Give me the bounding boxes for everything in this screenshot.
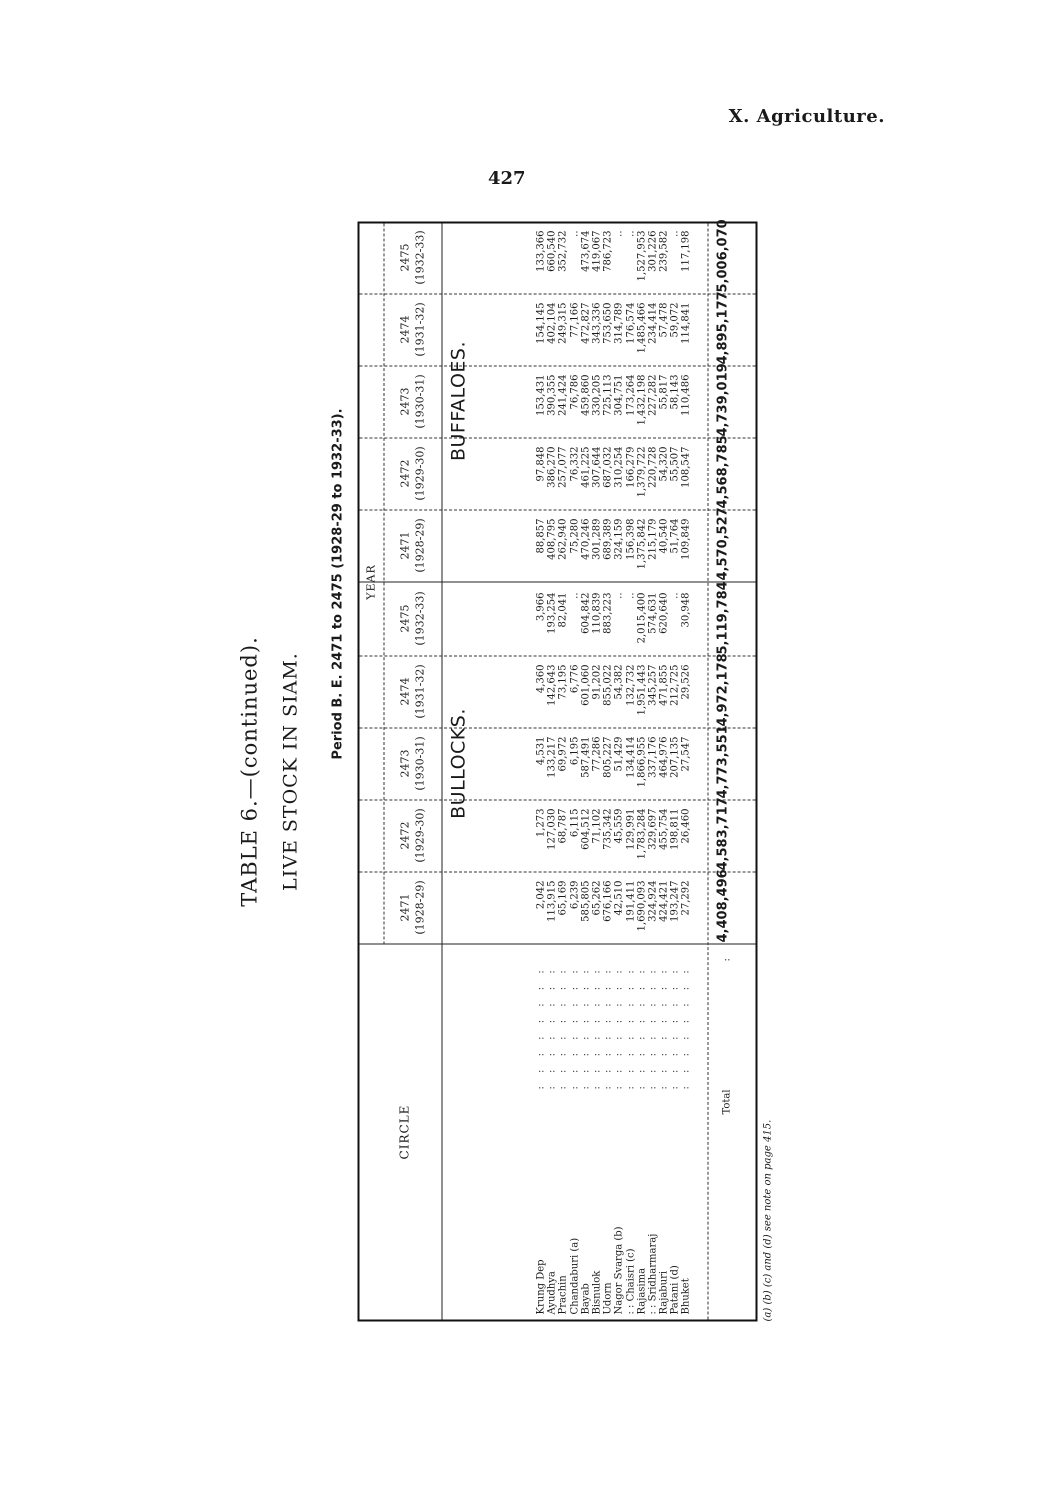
table-cell: 725,113 (602, 374, 614, 416)
leader-dots: : : : : : : : : (591, 965, 603, 1090)
leader-dots: : : : : : : : : (557, 965, 569, 1090)
table-cell: .. (569, 230, 581, 237)
buffaloes-total-0: 4,570,527 (715, 507, 731, 581)
table-cell: 241,424 (557, 374, 569, 416)
table-cell: 51,429 (613, 736, 625, 772)
table-cell: 198,811 (669, 808, 681, 850)
table-cell: 330,205 (591, 374, 603, 416)
year-be: 2474 (398, 315, 412, 344)
year-header-bullocks-2473 (386, 729, 440, 799)
table-cell: 301,289 (591, 518, 603, 560)
table-cell: 1,375,842 (636, 518, 648, 570)
table-cell: 97,848 (535, 446, 547, 482)
table-cell: 59,072 (669, 302, 681, 338)
circle-name: Krung Dep (535, 1259, 547, 1315)
table-cell: 604,842 (580, 592, 592, 634)
leader-dots: : : : : : : : : (613, 965, 625, 1090)
table-cell: .. (625, 592, 636, 599)
table-cell: 29,526 (680, 664, 692, 700)
table-cell: 40,540 (658, 518, 670, 554)
table-cell: 689,389 (602, 518, 614, 560)
table-cell: 314,789 (613, 302, 625, 344)
table-cell: 114,841 (680, 302, 692, 344)
table-cell: 193,254 (546, 592, 558, 634)
circle-name: Bisnulok (591, 1270, 603, 1315)
year-be: 2475 (398, 243, 412, 272)
page-number: 427 (488, 168, 526, 189)
table-cell: 473,674 (580, 230, 592, 272)
circle-name: Rajasima (636, 1267, 648, 1315)
table-cell: 257,077 (557, 446, 569, 488)
year-be: 2475 (398, 604, 412, 633)
circle-row (536, 945, 547, 1315)
table-cell: 54,320 (658, 446, 670, 482)
year-header-buffaloes-2471 (386, 511, 440, 581)
table-cell: 58,143 (669, 374, 681, 410)
table-cell: 65,169 (557, 880, 569, 916)
total-rule (708, 224, 709, 1320)
table-cell: 459,860 (580, 374, 592, 416)
table-cell: 173,264 (625, 374, 636, 416)
bullocks-group-label: BULLOCKS. (447, 708, 470, 819)
circle-name: Udorn (602, 1282, 614, 1315)
year-be: 2471 (398, 893, 412, 922)
table-cell: 249,315 (557, 302, 569, 344)
table-cell: .. (569, 592, 581, 599)
table-cell: 585,805 (580, 880, 592, 922)
table-cell: 108,547 (680, 446, 692, 488)
year-ad: (1932-33) (413, 230, 427, 285)
table-cell: 156,398 (625, 518, 636, 560)
bullocks-column-0 (536, 881, 693, 943)
leader-dots: : : : : : : : : (535, 965, 547, 1090)
table-cell: 73,195 (557, 664, 569, 700)
circle-name: Chandaburi (a) (569, 1237, 581, 1315)
leader-dots: : : : : : : : : (669, 965, 681, 1090)
buffaloes-group-label: BUFFALOES. (447, 340, 470, 462)
table-cell: 227,282 (647, 374, 659, 416)
year-ad: (1931-32) (413, 664, 427, 719)
circle-row (670, 945, 681, 1315)
table-cell: 408,795 (546, 518, 558, 560)
table-cell: 1,432,198 (636, 374, 648, 426)
table-cell: 55,817 (658, 374, 670, 410)
table-cell: 76,786 (569, 374, 581, 410)
table-cell: 1,379,722 (636, 446, 648, 498)
table-cell: 110,839 (591, 592, 603, 634)
period-caption: Period B. E. 2471 to 2475 (1928-29 to 1932-33). (330, 408, 346, 760)
table-cell: 88,857 (535, 518, 547, 554)
leader-dots: : : : : : : : : (636, 965, 648, 1090)
table-cell: 307,644 (591, 446, 603, 488)
leader-dots: : : : : : : : : (680, 965, 692, 1090)
table-cell: 390,355 (546, 374, 558, 416)
table-cell: 176,574 (625, 302, 636, 344)
header-rule (442, 224, 443, 1320)
table-cell: 1,527,953 (636, 230, 648, 282)
table-cell: 215,179 (647, 518, 659, 560)
bullocks-total-1: 4,583,717 (715, 797, 731, 871)
footnote: (a) (b) (c) and (d) see note on page 415. (762, 1119, 774, 1322)
table-cell: 301,226 (647, 230, 659, 272)
table-cell: 77,166 (569, 302, 581, 338)
table-cell: 471,855 (658, 664, 670, 706)
table-cell: 77,286 (591, 736, 603, 772)
year-ad: (1931-32) (413, 302, 427, 357)
table-cell: 109,849 (680, 518, 692, 560)
table-cell: 133,217 (546, 736, 558, 778)
table-cell: 2,042 (535, 880, 547, 910)
table-cell: 455,754 (658, 808, 670, 850)
table-cell: 310,254 (613, 446, 625, 488)
table-cell: 329,697 (647, 808, 659, 850)
buffaloes-column-2 (536, 375, 693, 437)
year-ad: (1928-29) (413, 880, 427, 935)
circle-row (659, 945, 670, 1315)
table-cell: 352,732 (557, 230, 569, 272)
table-cell: 26,460 (680, 808, 692, 844)
bullocks-column-3 (536, 665, 693, 727)
table-cell: 402,104 (546, 302, 558, 344)
table-cell: 117,198 (680, 230, 692, 272)
year-ad: (1929-30) (413, 446, 427, 501)
table-cell: 6,115 (569, 808, 581, 838)
year-be: 2471 (398, 531, 412, 560)
year-header-bullocks-2471 (386, 873, 440, 943)
table-cell: 76,332 (569, 446, 581, 482)
circle-name: Bhuket (680, 1278, 692, 1315)
table-cell: 472,827 (580, 302, 592, 344)
table-cell: 166,279 (625, 446, 636, 488)
circle-name: Nagor Svarga (b) (613, 1226, 625, 1315)
table-cell: 1,783,284 (636, 808, 648, 860)
table-cell: 27,547 (680, 736, 692, 772)
table-cell: 42,510 (613, 880, 625, 916)
table-cell: 424,421 (658, 880, 670, 922)
table-cell: 82,041 (557, 592, 569, 628)
buffaloes-column-4 (536, 231, 693, 293)
table-cell: 419,067 (591, 230, 603, 272)
year-header-bullocks-2475 (386, 583, 440, 655)
table-cell: .. (613, 592, 625, 599)
table-cell: 337,176 (647, 736, 659, 778)
table-cell: 134,414 (625, 736, 636, 778)
table-cell: 620,640 (658, 592, 670, 634)
year-header-buffaloes-2473 (386, 367, 440, 437)
table-cell: 153,431 (535, 374, 547, 416)
buffaloes-total-2: 4,739,019 (715, 363, 731, 437)
year-ad: (1932-33) (413, 591, 427, 646)
table-cell: 220,728 (647, 446, 659, 488)
table-cell: .. (669, 230, 681, 237)
year-be: 2473 (398, 749, 412, 778)
circle-row (558, 945, 569, 1315)
table-cell: 142,643 (546, 664, 558, 706)
circle-row (681, 945, 692, 1315)
table-cell: 6,195 (569, 736, 581, 766)
table-cell: 1,951,443 (636, 664, 648, 716)
year-header-bullocks-2472 (386, 801, 440, 871)
section-header: X. Agriculture. (728, 106, 885, 127)
circle-name: Prachin (557, 1275, 569, 1315)
year-header-buffaloes-2474 (386, 295, 440, 365)
circle-header: CIRCLE (397, 1104, 412, 1160)
bullocks-total-2: 4,773,551 (715, 725, 731, 799)
year-ad: (1929-30) (413, 808, 427, 863)
year-header-buffaloes-2475 (386, 223, 440, 293)
table-title: TABLE 6.—(continued). (237, 636, 262, 907)
circle-name: Bayab (580, 1283, 592, 1315)
leader-dots: : : : : : : : : (658, 965, 670, 1090)
circle-row (603, 945, 614, 1315)
table-cell: 461,225 (580, 446, 592, 488)
table-cell: 212,725 (669, 664, 681, 706)
year-be: 2472 (398, 459, 412, 488)
table-cell: 587,491 (580, 736, 592, 778)
table-cell: 127,030 (546, 808, 558, 850)
table-cell: 343,336 (591, 302, 603, 344)
table-cell: 1,485,466 (636, 302, 648, 354)
table-cell: 133,366 (535, 230, 547, 272)
table-cell: 55,507 (669, 446, 681, 482)
circle-row (614, 945, 625, 1315)
table-cell: 45,559 (613, 808, 625, 844)
year-header: YEAR (364, 564, 378, 600)
table-cell: 69,972 (557, 736, 569, 772)
table-cell: 574,631 (647, 592, 659, 634)
table-cell: 71,102 (591, 808, 603, 844)
leader-dots: : : : : : : : : (580, 965, 592, 1090)
table-cell: 3,966 (535, 592, 547, 622)
year-header-bullocks-2474 (386, 657, 440, 727)
table-cell: 51,764 (669, 518, 681, 554)
circle-row (636, 945, 647, 1315)
table-cell: 6,239 (569, 880, 581, 910)
table-cell: 65,262 (591, 880, 603, 916)
table-cell: .. (669, 592, 681, 599)
bullocks-total-3: 4,972,178 (715, 653, 731, 727)
table-cell: 4,531 (535, 736, 547, 766)
table-cell: 735,342 (602, 808, 614, 850)
table-cell: 883,223 (602, 592, 614, 634)
table-cell: 113,915 (546, 880, 558, 922)
rotated-table-block (237, 219, 774, 1322)
table-cell: 2,015,400 (636, 592, 648, 644)
table-cell: 470,246 (580, 518, 592, 560)
year-ad: (1930-31) (413, 374, 427, 429)
leader-dots: : : : : : : : : (625, 965, 636, 1090)
table-cell: 1,690,093 (636, 880, 648, 932)
circle-row (569, 945, 580, 1315)
table-cell: 855,022 (602, 664, 614, 706)
table-cell: 27,292 (680, 880, 692, 916)
bullocks-total-4: 5,119,784 (715, 581, 731, 655)
circle-row (591, 945, 602, 1315)
buffaloes-total-1: 4,568,785 (715, 435, 731, 509)
buffaloes-column-3 (536, 303, 693, 365)
table-cell: 234,414 (647, 302, 659, 344)
table-cell: 604,512 (580, 808, 592, 850)
table-cell: 753,650 (602, 302, 614, 344)
buffaloes-column-1 (536, 447, 693, 509)
table-cell: 30,948 (680, 592, 692, 628)
table-cell: 4,360 (535, 664, 547, 694)
table-cell: 324,924 (647, 880, 659, 922)
circle-name: Rajaburi (658, 1270, 670, 1315)
table-cell: 324,159 (613, 518, 625, 560)
circle-name: : : Sridharmaraj (647, 1233, 659, 1315)
table-cell: 57,478 (658, 302, 670, 338)
table-cell: 676,166 (602, 880, 614, 922)
year-be: 2473 (398, 387, 412, 416)
leader-dots: : : : : : : : : (546, 965, 558, 1090)
table-cell: .. (625, 230, 636, 237)
year-ad: (1928-29) (413, 518, 427, 573)
circle-name: : : Chaisri (c) (625, 1248, 636, 1315)
table-cell: .. (613, 230, 625, 237)
table-cell: 75,280 (569, 518, 581, 554)
table-cell: 464,976 (658, 736, 670, 778)
circle-row (625, 945, 636, 1315)
year-be: 2472 (398, 821, 412, 850)
bullocks-total-0: 4,408,496 (715, 869, 731, 943)
livestock-table (358, 219, 758, 1322)
year-header-buffaloes-2472 (386, 439, 440, 509)
table-cell: 1,273 (535, 808, 547, 838)
circle-list (536, 945, 693, 1315)
circle-row (547, 945, 558, 1315)
table-cell: 345,257 (647, 664, 659, 706)
table-cell: 110,486 (680, 374, 692, 416)
table-cell: 54,382 (613, 664, 625, 700)
leader-dots: : : : : : : : : (569, 965, 581, 1090)
table-cell: 386,270 (546, 446, 558, 488)
table-cell: 304,751 (613, 374, 625, 416)
circle-row (647, 945, 658, 1315)
table-cell: 207,135 (669, 736, 681, 778)
buffaloes-column-0 (536, 519, 693, 581)
table-cell: 239,582 (658, 230, 670, 272)
buffaloes-total-3: 4,895,177 (715, 291, 731, 365)
table-cell: 154,145 (535, 302, 547, 344)
table-cell: 6,776 (569, 664, 581, 694)
year-ad: (1930-31) (413, 736, 427, 791)
buffaloes-total-4: 5,006,070 (715, 219, 731, 293)
bullocks-column-2 (536, 737, 693, 799)
table-cell: 191,411 (625, 880, 636, 922)
total-label: Total (721, 1089, 733, 1115)
year-header-rule (384, 224, 385, 945)
table-cell: 805,227 (602, 736, 614, 778)
leader-dots: : : : : : : : : (647, 965, 659, 1090)
circle-name: Ayudhya (546, 1271, 558, 1315)
table-cell: 91,202 (591, 664, 603, 700)
table-cell: 786,723 (602, 230, 614, 272)
table-cell: 687,032 (602, 446, 614, 488)
total-leader-dots: : (721, 958, 733, 962)
leader-dots: : : : : : : : : (602, 965, 614, 1090)
table-cell: 193,247 (669, 880, 681, 922)
table-cell: 660,540 (546, 230, 558, 272)
table-subtitle: LIVE STOCK IN SIAM. (279, 652, 302, 891)
table-cell: 601,060 (580, 664, 592, 706)
circle-name: Patani (d) (669, 1265, 681, 1315)
table-cell: 132,732 (625, 664, 636, 706)
bullocks-column-1 (536, 809, 693, 871)
table-cell: 1,866,955 (636, 736, 648, 788)
table-cell: 262,940 (557, 518, 569, 560)
year-be: 2474 (398, 677, 412, 706)
table-cell: 129,991 (625, 808, 636, 850)
table-cell: 68,787 (557, 808, 569, 844)
bullocks-column-4 (536, 593, 693, 655)
circle-row (580, 945, 591, 1315)
